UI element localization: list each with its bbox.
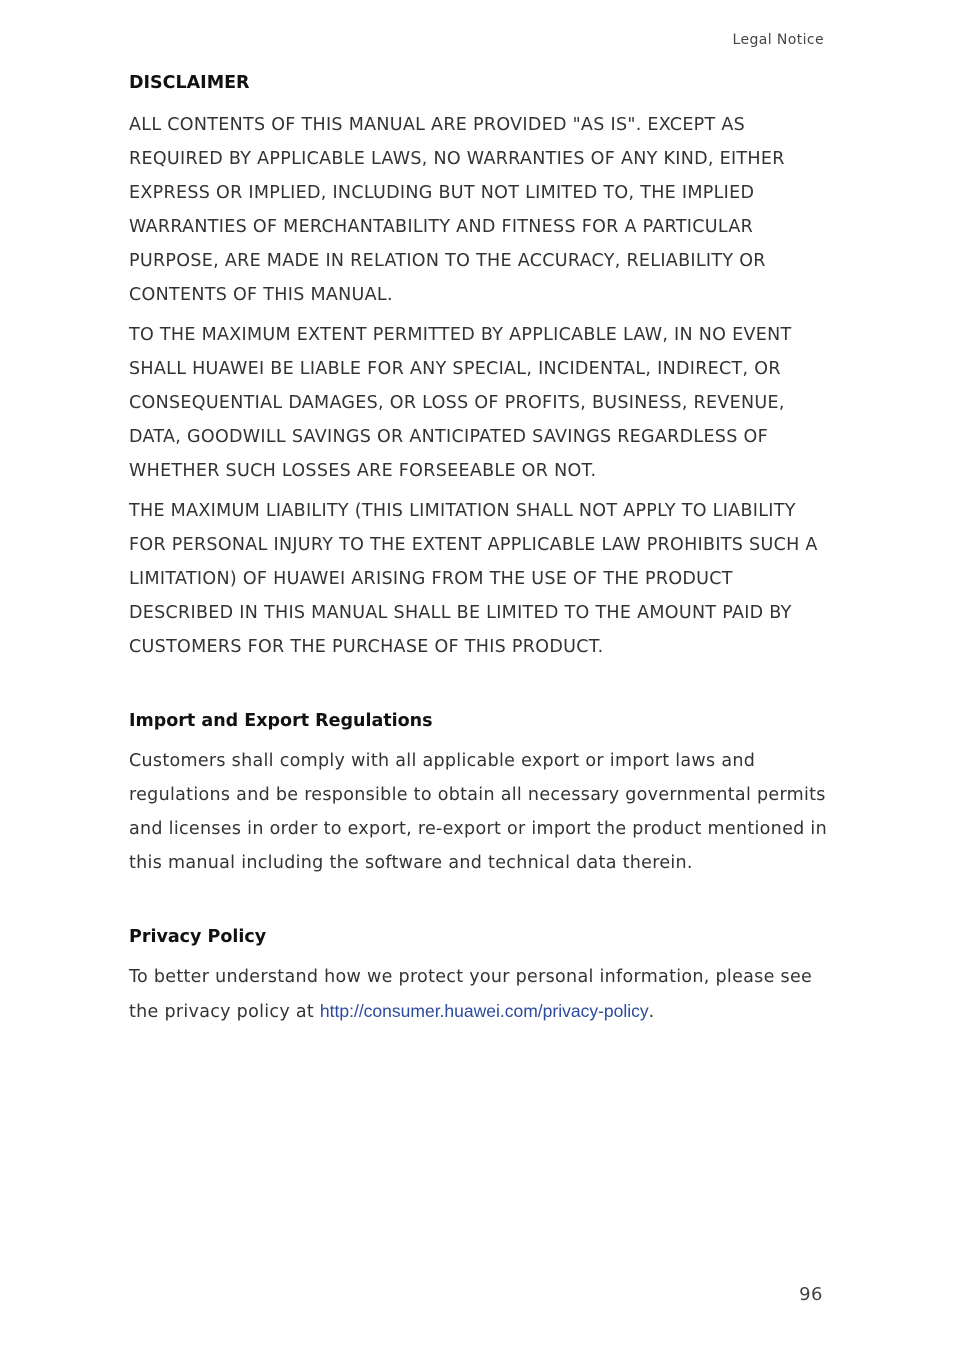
disclaimer-heading: DISCLAIMER bbox=[129, 73, 250, 93]
disclaimer-paragraph: THE MAXIMUM LIABILITY (THIS LIMITATION SHALL NOT APPLY TO LIABILITY FOR PERSONAL INJURY TO THE EXTENT APPLICABLE LAW PROHIBITS SUCH A LIMITATION) OF HUAWEI ARISING FROM THE USE OF THE PRODUCT DESCRIBED IN THIS MANUAL SHALL BE LIMITED TO THE AMOUNT PAID BY CUSTOMERS FOR THE PURCHASE OF THIS PRODUCT. bbox=[129, 501, 818, 657]
document-body bbox=[129, 70, 829, 1029]
import-export-paragraph: Customers shall comply with all applicable export or import laws and regulations and be responsible to obtain all necessary governmental permits and licenses in order to export, re-export or import the product mentioned in this manual including the software and technical data therein. bbox=[129, 751, 827, 873]
disclaimer-paragraph: ALL CONTENTS OF THIS MANUAL ARE PROVIDED "AS IS". EXCEPT AS REQUIRED BY APPLICABLE LAWS, NO WARRANTIES OF ANY KIND, EITHER EXPRESS OR IMPLIED, INCLUDING BUT NOT LIMITED TO, THE IMPLIED WARRANTIES OF MERCHANTABILITY AND FITNESS FOR A PARTICULAR PURPOSE, ARE MADE IN RELATION TO THE ACCURACY, RELIABILITY OR CONTENTS OF THIS MANUAL. bbox=[129, 115, 785, 305]
privacy-policy-link[interactable]: http://consumer.huawei.com/privacy-policy bbox=[319, 1001, 649, 1021]
disclaimer-paragraph: TO THE MAXIMUM EXTENT PERMITTED BY APPLICABLE LAW, IN NO EVENT SHALL HUAWEI BE LIABLE FOR ANY SPECIAL, INCIDENTAL, INDIRECT, OR CONSEQUENTIAL DAMAGES, OR LOSS OF PROFITS, BUSINESS, REVENUE, DATA, GOODWILL SAVINGS OR ANTICIPATED SAVINGS REGARDLESS OF WHETHER SUCH LOSSES ARE FORSEEABLE OR NOT. bbox=[129, 325, 792, 481]
privacy-text-before-link: To better understand how we protect your personal information, please see the privacy policy at bbox=[129, 967, 813, 1022]
privacy-paragraph bbox=[129, 960, 829, 1029]
page-number: 96 bbox=[799, 1284, 823, 1305]
import-export-heading: Import and Export Regulations bbox=[129, 711, 433, 731]
privacy-text-after-link: . bbox=[648, 1002, 655, 1022]
privacy-heading: Privacy Policy bbox=[129, 927, 267, 947]
import-export-section bbox=[129, 708, 829, 880]
running-header-section-title: Legal Notice bbox=[732, 32, 824, 48]
disclaimer-section bbox=[129, 70, 829, 664]
privacy-section bbox=[129, 924, 829, 1029]
